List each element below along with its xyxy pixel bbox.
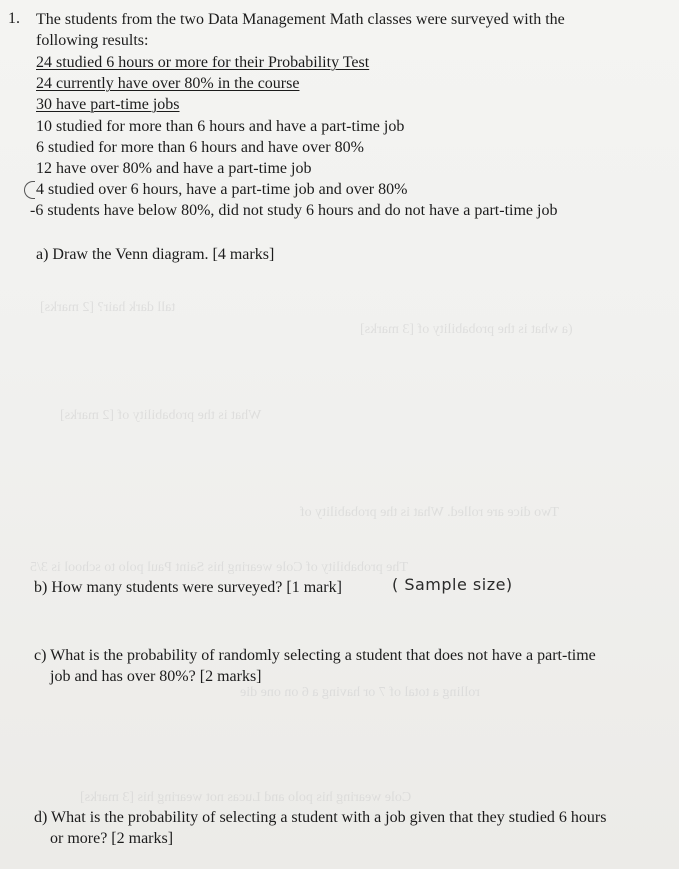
part-a-prompt: a) Draw the Venn diagram. [4 marks] (36, 246, 275, 263)
show-through-text: What is the probability of [2 marks] (60, 408, 262, 423)
fact-part-time-jobs: 30 have part-time jobs (36, 96, 180, 113)
fact-all-three: 4 studied over 6 hours, have a part-time job and over 80% (36, 181, 408, 198)
question-intro-line-2: following results: (36, 32, 149, 49)
show-through-text: tall dark hair? [2 marks] (40, 300, 176, 315)
fact-none: -6 students have below 80%, did not study 6 hours and do not have a part-time job (30, 202, 558, 219)
show-through-text: rolling a total of 7 or having a 6 on one die (240, 685, 480, 700)
part-b-prompt: b) How many students were surveyed? [1 mark] (34, 579, 342, 596)
fact-80-and-job: 12 have over 80% and have a part-time job (36, 160, 312, 177)
fact-hours-and-job: 10 studied for more than 6 hours and have a part-time job (36, 118, 405, 135)
fact-over-80-percent: 24 currently have over 80% in the course (36, 75, 300, 92)
handwritten-bracket-mark (24, 181, 35, 199)
show-through-text: The probability of Cole wearing his Saint Paul polo to school is 3/5 (30, 560, 408, 575)
part-c-prompt-line-2: job and has over 80%? [2 marks] (50, 668, 262, 685)
part-b-handwritten-note: ( Sample size) (392, 575, 513, 594)
part-d-prompt-line-1: d) What is the probability of selecting a student with a job given that they studied 6 hours (34, 809, 607, 826)
part-c-prompt-line-1: c) What is the probability of randomly selecting a student that does not have a part-time (34, 647, 596, 664)
question-number: 1. (8, 10, 20, 27)
question-intro-line-1: The students from the two Data Management Math classes were surveyed with the (36, 11, 565, 28)
show-through-text: Two dice are rolled. What is the probability of (300, 505, 559, 520)
fact-hours-and-80: 6 studied for more than 6 hours and have over 80% (36, 139, 364, 156)
show-through-text: (a what is the probability of [3 marks] (360, 322, 573, 337)
show-through-text: Cole wearing his polo and Lucas not wearing his [3 marks] (80, 790, 412, 805)
part-d-prompt-line-2: or more? [2 marks] (50, 830, 174, 847)
fact-studied-6-hours: 24 studied 6 hours or more for their Probability Test (36, 54, 370, 71)
